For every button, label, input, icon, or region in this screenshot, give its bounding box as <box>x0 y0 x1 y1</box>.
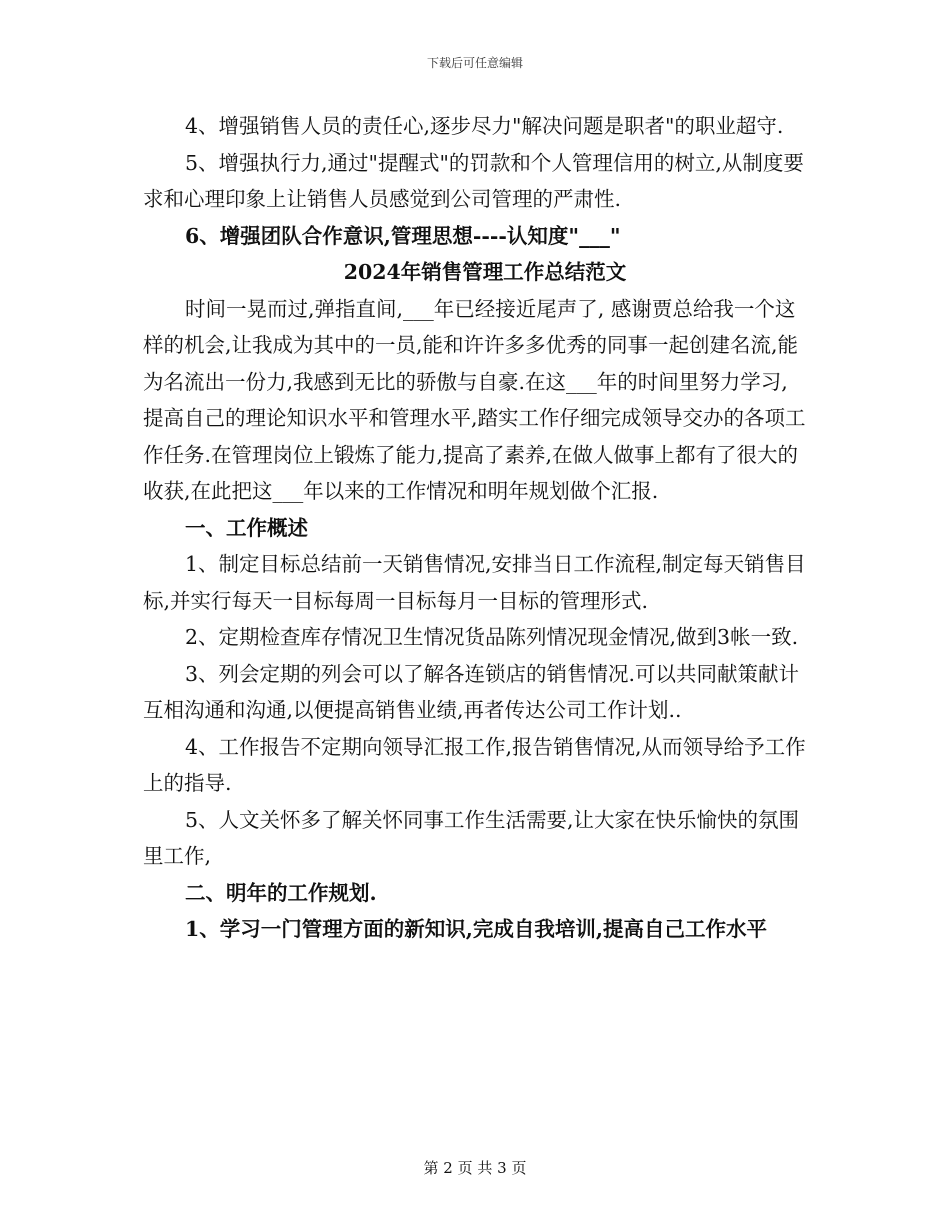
list-item-care: 5、人文关怀多了解关怀同事工作生活需要,让大家在快乐愉快的氛围里工作, <box>143 807 800 868</box>
page-header-note: 下载后可任意编辑 <box>426 56 523 70</box>
section-heading-plan: 二、明年的工作规划. <box>185 880 377 905</box>
page-footer-number: 第 2 页 共 3 页 <box>423 1159 527 1177</box>
document-title: 2024年销售管理工作总结范文 <box>343 260 627 284</box>
paragraph-intro: 时间一晃而过,弹指直间,___年已经接近尾声了, 感谢贾总给我一个这样的机会,让我成为其中的一员,能和许许多多优秀的同事一起创建名流,能为名流出一份力,我感到无比的骄傲与自豪.在这___年的时间里努力学习,提高自己的理论知识水平和管理水平,踏实工作仔细完成领导交办的各项工作任务.在管理岗位上锻炼了能力,提高了素养,在做人做事上都有了很大的收获,在此把这___年以来的工作情况和明年规划做个汇报. <box>143 296 806 503</box>
paragraph-teamwork: 6、增强团队合作意识,管理思想----认知度"___" <box>185 223 621 248</box>
document-body <box>143 108 807 948</box>
list-item-inventory: 2、定期检查库存情况卫生情况货品陈列情况现金情况,做到3帐一致. <box>185 625 799 649</box>
section-heading-overview: 一、工作概述 <box>185 515 308 540</box>
list-item-meetings: 3、列会定期的列会可以了解各连锁店的销售情况.可以共同献策献计互相沟通和沟通,以便提高销售业绩,再者传达公司工作计划.. <box>143 661 800 722</box>
list-item-reports: 4、工作报告不定期向领导汇报工作,报告销售情况,从而领导给予工作上的指导. <box>143 734 806 795</box>
paragraph-responsibility: 4、增强销售人员的责任心,逐步尽力"解决问题是职者"的职业超守. <box>185 114 784 138</box>
paragraph-execution: 5、增强执行力,通过"提醒式"的罚款和个人管理信用的树立,从制度要求和心理印象上让销售人员感觉到公司管理的严肃性. <box>143 150 804 211</box>
list-item-learning: 1、学习一门管理方面的新知识,完成自我培训,提高自己工作水平 <box>185 917 768 941</box>
list-item-goals: 1、制定目标总结前一天销售情况,安排当日工作流程,制定每天销售目标,并实行每天一目标每周一目标每月一目标的管理形式. <box>143 552 806 613</box>
